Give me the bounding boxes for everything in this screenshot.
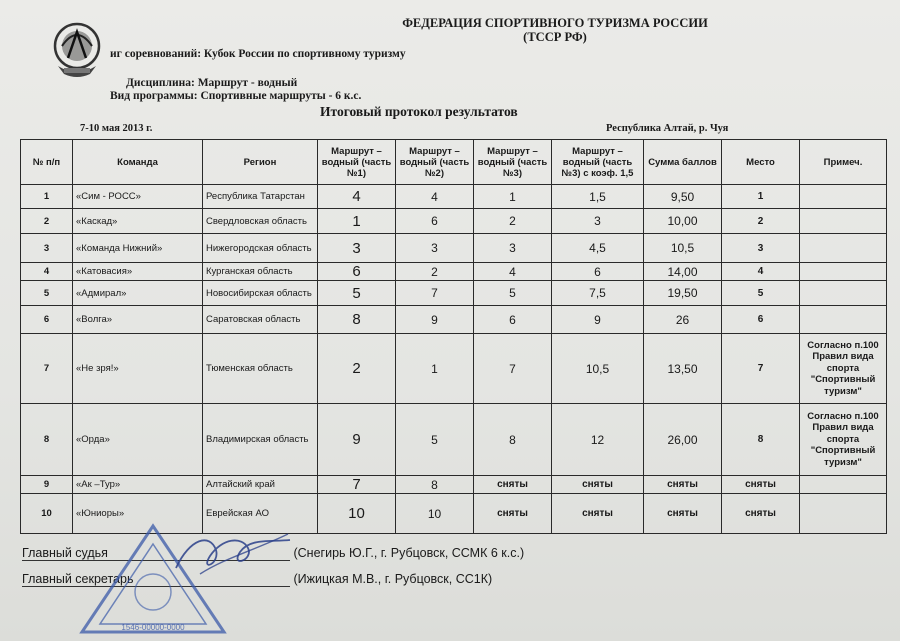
note-cell [800, 234, 887, 263]
region-name: Курганская область [203, 263, 318, 281]
sum-score: 14,00 [644, 263, 722, 281]
region-name: Тюменская область [203, 334, 318, 404]
place-value: 8 [722, 404, 800, 476]
stamp-number: 1546-00000-0000 [121, 623, 185, 632]
sum-score: 10,00 [644, 209, 722, 234]
table-row [21, 234, 887, 263]
team-name: «Не зря!» [73, 334, 203, 404]
part1-score: 4 [318, 185, 396, 209]
col-header-part3-coef: Маршрут – водный (часть №3) с коэф. 1,5 [552, 140, 644, 185]
place-value: сняты [722, 494, 800, 534]
row-number: 1 [21, 185, 73, 209]
part3-coef-score: сняты [552, 494, 644, 534]
part3-score: 8 [474, 404, 552, 476]
team-name: «Катовасия» [73, 263, 203, 281]
region-name: Новосибирская область [203, 281, 318, 306]
row-number: 7 [21, 334, 73, 404]
competition-row [110, 48, 406, 60]
part2-score: 5 [396, 404, 474, 476]
part3-score: 1 [474, 185, 552, 209]
part2-score: 6 [396, 209, 474, 234]
org-name: ФЕДЕРАЦИЯ СПОРТИВНОГО ТУРИЗМА РОССИИ [402, 16, 708, 30]
part3-coef-score: 9 [552, 306, 644, 334]
signature-scribble-icon [170, 528, 295, 578]
region-name: Владимирская область [203, 404, 318, 476]
note-cell [800, 306, 887, 334]
part3-score: сняты [474, 494, 552, 534]
federation-logo-icon [50, 18, 105, 80]
table-row [21, 476, 887, 494]
part1-score: 9 [318, 404, 396, 476]
col-header-part2: Маршрут – водный (часть №2) [396, 140, 474, 185]
region-name: Республика Татарстан [203, 185, 318, 209]
region-name: Еврейская АО [203, 494, 318, 534]
row-number: 4 [21, 263, 73, 281]
part3-coef-score: 4,5 [552, 234, 644, 263]
row-number: 6 [21, 306, 73, 334]
note-cell: Согласно п.100 Правил вида спорта "Спортивный туризм" [800, 404, 887, 476]
part1-score: 3 [318, 234, 396, 263]
organization-header [390, 16, 720, 44]
protocol-title: Итоговый протокол результатов [320, 104, 518, 119]
sum-score: 10,5 [644, 234, 722, 263]
part3-score: 6 [474, 306, 552, 334]
team-name: «Сим - РОСС» [73, 185, 203, 209]
chief-secretary-name: (Ижицкая М.В., г. Рубцовск, СС1К) [293, 572, 493, 586]
place-value: 2 [722, 209, 800, 234]
part3-score: 5 [474, 281, 552, 306]
discipline-row [126, 77, 297, 89]
place-value: 6 [722, 306, 800, 334]
part3-coef-score: 10,5 [552, 334, 644, 404]
part2-score: 9 [396, 306, 474, 334]
place-value: 1 [722, 185, 800, 209]
team-name: «Каскад» [73, 209, 203, 234]
part2-score: 2 [396, 263, 474, 281]
col-header-sum: Сумма баллов [644, 140, 722, 185]
event-date: 7-10 мая 2013 г. [80, 123, 153, 134]
event-location: Республика Алтай, р. Чуя [606, 123, 729, 134]
row-number: 8 [21, 404, 73, 476]
note-cell [800, 281, 887, 306]
col-header-note: Примеч. [800, 140, 887, 185]
row-number: 3 [21, 234, 73, 263]
discipline-label: Дисциплина: [126, 77, 195, 89]
team-name: «Орда» [73, 404, 203, 476]
team-name: «Юниоры» [73, 494, 203, 534]
col-header-place: Место [722, 140, 800, 185]
table-row [21, 404, 887, 476]
table-row [21, 263, 887, 281]
place-value: 7 [722, 334, 800, 404]
part3-coef-score: сняты [552, 476, 644, 494]
competition-value: Кубок России по спортивному туризму [203, 48, 406, 60]
sum-score: 26 [644, 306, 722, 334]
part3-coef-score: 3 [552, 209, 644, 234]
part2-score: 8 [396, 476, 474, 494]
sum-score: 19,50 [644, 281, 722, 306]
note-cell [800, 476, 887, 494]
note-cell [800, 185, 887, 209]
chief-judge-label: Главный судья [22, 546, 290, 561]
sum-score: 9,50 [644, 185, 722, 209]
row-number: 2 [21, 209, 73, 234]
part1-score: 1 [318, 209, 396, 234]
sum-score: 26,00 [644, 404, 722, 476]
part2-score: 1 [396, 334, 474, 404]
part3-score: 3 [474, 234, 552, 263]
region-name: Саратовская область [203, 306, 318, 334]
part2-score: 10 [396, 494, 474, 534]
place-value: 5 [722, 281, 800, 306]
discipline-value: Маршрут - водный [197, 77, 298, 89]
row-number: 10 [21, 494, 73, 534]
part1-score: 2 [318, 334, 396, 404]
program-value: Спортивные маршруты - 6 к.с. [200, 90, 362, 102]
sum-score: сняты [644, 494, 722, 534]
table-row [21, 209, 887, 234]
region-name: Свердловская область [203, 209, 318, 234]
program-label: Вид программы: [110, 90, 198, 102]
part2-score: 3 [396, 234, 474, 263]
table-row [21, 334, 887, 404]
part1-score: 6 [318, 263, 396, 281]
place-value: 4 [722, 263, 800, 281]
note-cell [800, 494, 887, 534]
region-name: Нижегородская область [203, 234, 318, 263]
part3-coef-score: 1,5 [552, 185, 644, 209]
part1-score: 5 [318, 281, 396, 306]
chief-judge-name: (Снегирь Ю.Г., г. Рубцовск, ССМК 6 к.с.) [293, 546, 525, 560]
chief-secretary-label: Главный секретарь [22, 572, 290, 587]
col-header-team: Команда [73, 140, 203, 185]
part2-score: 4 [396, 185, 474, 209]
place-value: 3 [722, 234, 800, 263]
row-number: 5 [21, 281, 73, 306]
team-name: «Адмирал» [73, 281, 203, 306]
table-row [21, 281, 887, 306]
team-name: «Волга» [73, 306, 203, 334]
part3-score: 2 [474, 209, 552, 234]
part1-score: 8 [318, 306, 396, 334]
place-value: сняты [722, 476, 800, 494]
note-cell [800, 209, 887, 234]
team-name: «Команда Нижний» [73, 234, 203, 263]
part1-score: 10 [318, 494, 396, 534]
note-cell [800, 263, 887, 281]
part3-coef-score: 6 [552, 263, 644, 281]
col-header-number: № п/п [21, 140, 73, 185]
part3-coef-score: 12 [552, 404, 644, 476]
table-header-row [21, 140, 887, 185]
col-header-region: Регион [203, 140, 318, 185]
part3-score: сняты [474, 476, 552, 494]
table-row [21, 185, 887, 209]
part3-coef-score: 7,5 [552, 281, 644, 306]
org-abbr: (ТССР РФ) [523, 30, 587, 44]
table-row [21, 306, 887, 334]
row-number: 9 [21, 476, 73, 494]
part3-score: 7 [474, 334, 552, 404]
results-table [20, 139, 887, 534]
competition-label: иг соревнований: [110, 48, 202, 60]
part3-score: 4 [474, 263, 552, 281]
part2-score: 7 [396, 281, 474, 306]
part1-score: 7 [318, 476, 396, 494]
sum-score: 13,50 [644, 334, 722, 404]
sum-score: сняты [644, 476, 722, 494]
col-header-part1: Маршрут – водный (часть №1) [318, 140, 396, 185]
note-cell: Согласно п.100 Правил вида спорта "Спортивный туризм" [800, 334, 887, 404]
team-name: «Ак –Тур» [73, 476, 203, 494]
region-name: Алтайский край [203, 476, 318, 494]
col-header-part3: Маршрут – водный (часть №3) [474, 140, 552, 185]
program-row [110, 90, 361, 102]
